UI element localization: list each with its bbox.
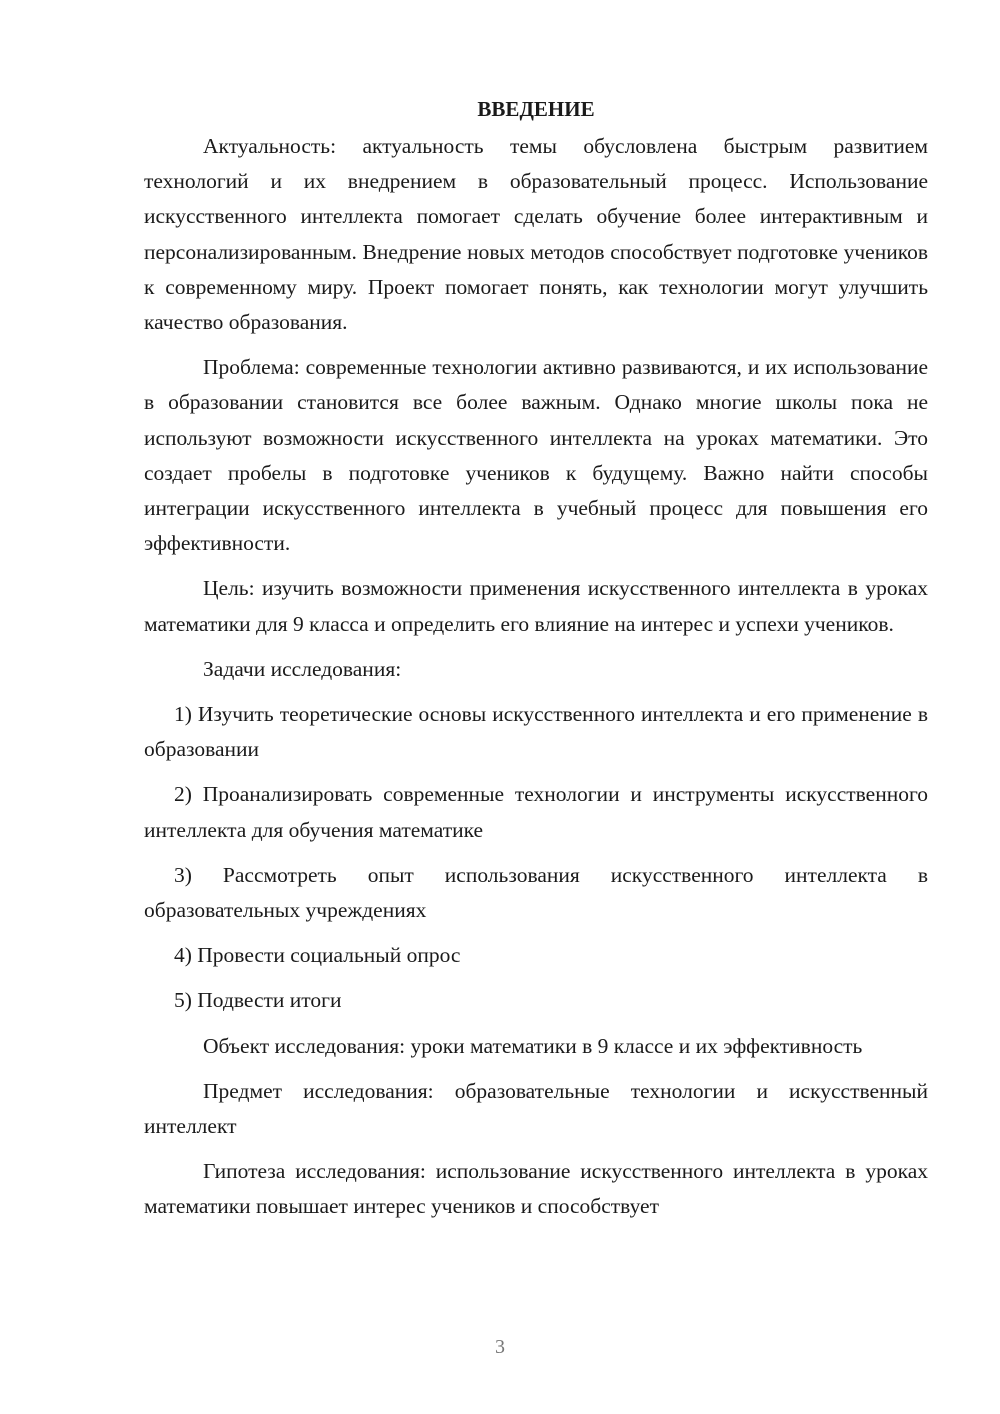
task-item: 4) Провести социальный опрос <box>174 943 461 968</box>
page-content <box>144 94 928 1235</box>
paragraph-hypothesis: Гипотеза исследования: использование искусственного интеллекта в уроках математики повышает интерес учеников и способствует <box>144 1159 928 1219</box>
paragraph-problem: Проблема: современные технологии активно развиваются, и их использование в образовании становится все более важным. Однако многие школы пока не используют возможности искусственного интеллекта на уроках математики. Это создает пробелы в подготовке учеников к будущему. Важно найти способы интеграции искусственного интеллекта в учебный процесс для повышения его эффективности. <box>144 355 928 556</box>
section-title: ВВЕДЕНИЕ <box>477 97 595 121</box>
page-number: 3 <box>495 1336 505 1358</box>
paragraph-object: Объект исследования: уроки математики в 9 классе и их эффективность <box>203 1033 863 1058</box>
paragraph-subject: Предмет исследования: образовательные технологии и искусственный интеллект <box>144 1078 928 1139</box>
task-item: 3) Рассмотреть опыт использования искусственного интеллекта в образовательных учреждениях <box>144 862 928 923</box>
task-item: 2) Проанализировать современные технологии и инструменты искусственного интеллекта для обучения математике <box>144 782 928 842</box>
task-item: 1) Изучить теоретические основы искусственного интеллекта и его применение в образовании <box>144 702 928 762</box>
paragraph-tasks-heading: Задачи исследования: <box>203 656 402 681</box>
paragraph-relevance: Актуальность: актуальность темы обусловлена быстрым развитием технологий и их внедрением в образовательный процесс. Использование искусственного интеллекта помогает сделать обучение более интерактивным и персонализированным. Внедрение новых методов способствует подготовке учеников к современному миру. Проект помогает понять, как технологии могут улучшить качество образования. <box>144 134 928 335</box>
task-item: 5) Подвести итоги <box>174 988 342 1013</box>
paragraph-goal: Цель: изучить возможности применения искусственного интеллекта в уроках математики для 9 класса и определить его влияние на интерес и успехи учеников. <box>144 576 928 636</box>
